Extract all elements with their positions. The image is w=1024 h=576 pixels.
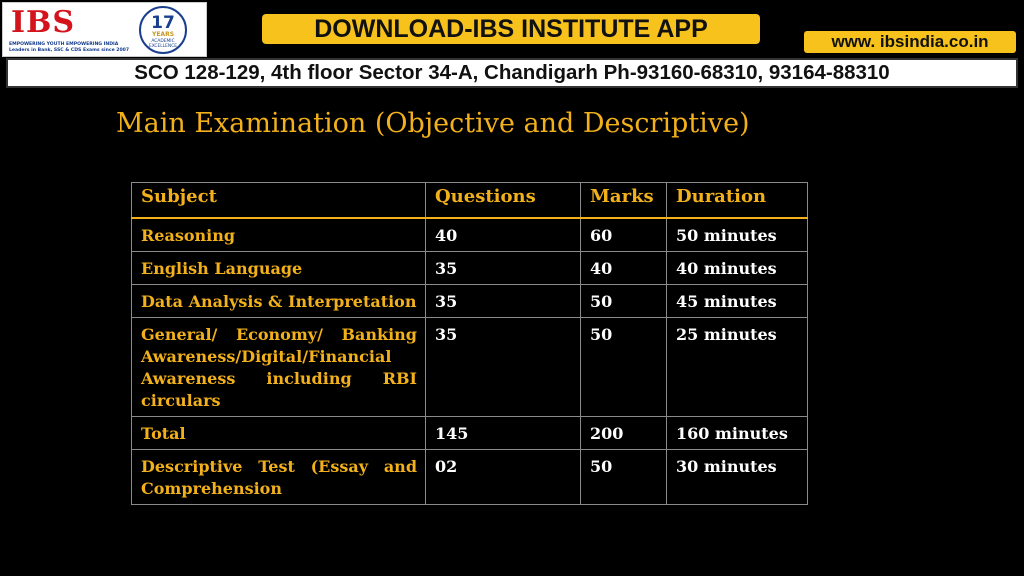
questions-cell: 02 — [426, 450, 581, 505]
marks-cell: 40 — [581, 252, 667, 285]
duration-cell: 45 minutes — [667, 285, 808, 318]
duration-cell: 160 minutes — [667, 417, 808, 450]
header-marks: Marks — [581, 183, 667, 219]
marks-cell: 200 — [581, 417, 667, 450]
duration-cell: 25 minutes — [667, 318, 808, 417]
table-header-row — [132, 183, 808, 219]
seal-number: 17 — [151, 13, 175, 33]
marks-cell: 50 — [581, 450, 667, 505]
subject-cell: Descriptive Test (Essay and Comprehension — [132, 450, 426, 505]
logo-subtag: Leaders in Bank, SSC & CDS Exams since 2007 — [9, 48, 130, 53]
questions-cell: 145 — [426, 417, 581, 450]
table-row — [132, 450, 808, 505]
ibs-logo — [2, 2, 207, 57]
header-questions: Questions — [426, 183, 581, 219]
download-app-banner: DOWNLOAD-IBS INSTITUTE APP — [262, 14, 760, 44]
table-row — [132, 318, 808, 417]
marks-cell: 60 — [581, 218, 667, 252]
seal-arc: ACADEMIC EXCELLENCE — [148, 39, 178, 49]
questions-cell: 35 — [426, 252, 581, 285]
subject-cell: Total — [132, 417, 426, 450]
website-link[interactable]: www. ibsindia.co.in — [804, 31, 1016, 53]
subject-cell: Reasoning — [132, 218, 426, 252]
slide-title: Main Examination (Objective and Descriptive) — [116, 108, 750, 139]
questions-cell: 40 — [426, 218, 581, 252]
seal-word: YEARS — [151, 31, 175, 38]
anniversary-seal-icon — [139, 6, 187, 54]
table-row — [132, 218, 808, 252]
exam-table — [131, 182, 808, 505]
table-row — [132, 252, 808, 285]
header-duration: Duration — [667, 183, 808, 219]
subject-cell: English Language — [132, 252, 426, 285]
marks-cell: 50 — [581, 318, 667, 417]
duration-cell: 40 minutes — [667, 252, 808, 285]
subject-cell: General/ Economy/ Banking Awareness/Digital/Financial Awareness including RBI circulars — [132, 318, 426, 417]
header-banner — [0, 0, 1024, 92]
subject-cell: Data Analysis & Interpretation — [132, 285, 426, 318]
table-row-total — [132, 417, 808, 450]
duration-cell: 30 minutes — [667, 450, 808, 505]
table-row — [132, 285, 808, 318]
marks-cell: 50 — [581, 285, 667, 318]
duration-cell: 50 minutes — [667, 218, 808, 252]
questions-cell: 35 — [426, 318, 581, 417]
header-subject: Subject — [132, 183, 426, 219]
logo-tagline: EMPOWERING YOUTH EMPOWERING INDIA — [9, 42, 119, 47]
logo-text: IBS — [11, 5, 76, 40]
address-bar: SCO 128-129, 4th floor Sector 34-A, Chandigarh Ph-93160-68310, 93164-88310 — [6, 58, 1018, 88]
questions-cell: 35 — [426, 285, 581, 318]
